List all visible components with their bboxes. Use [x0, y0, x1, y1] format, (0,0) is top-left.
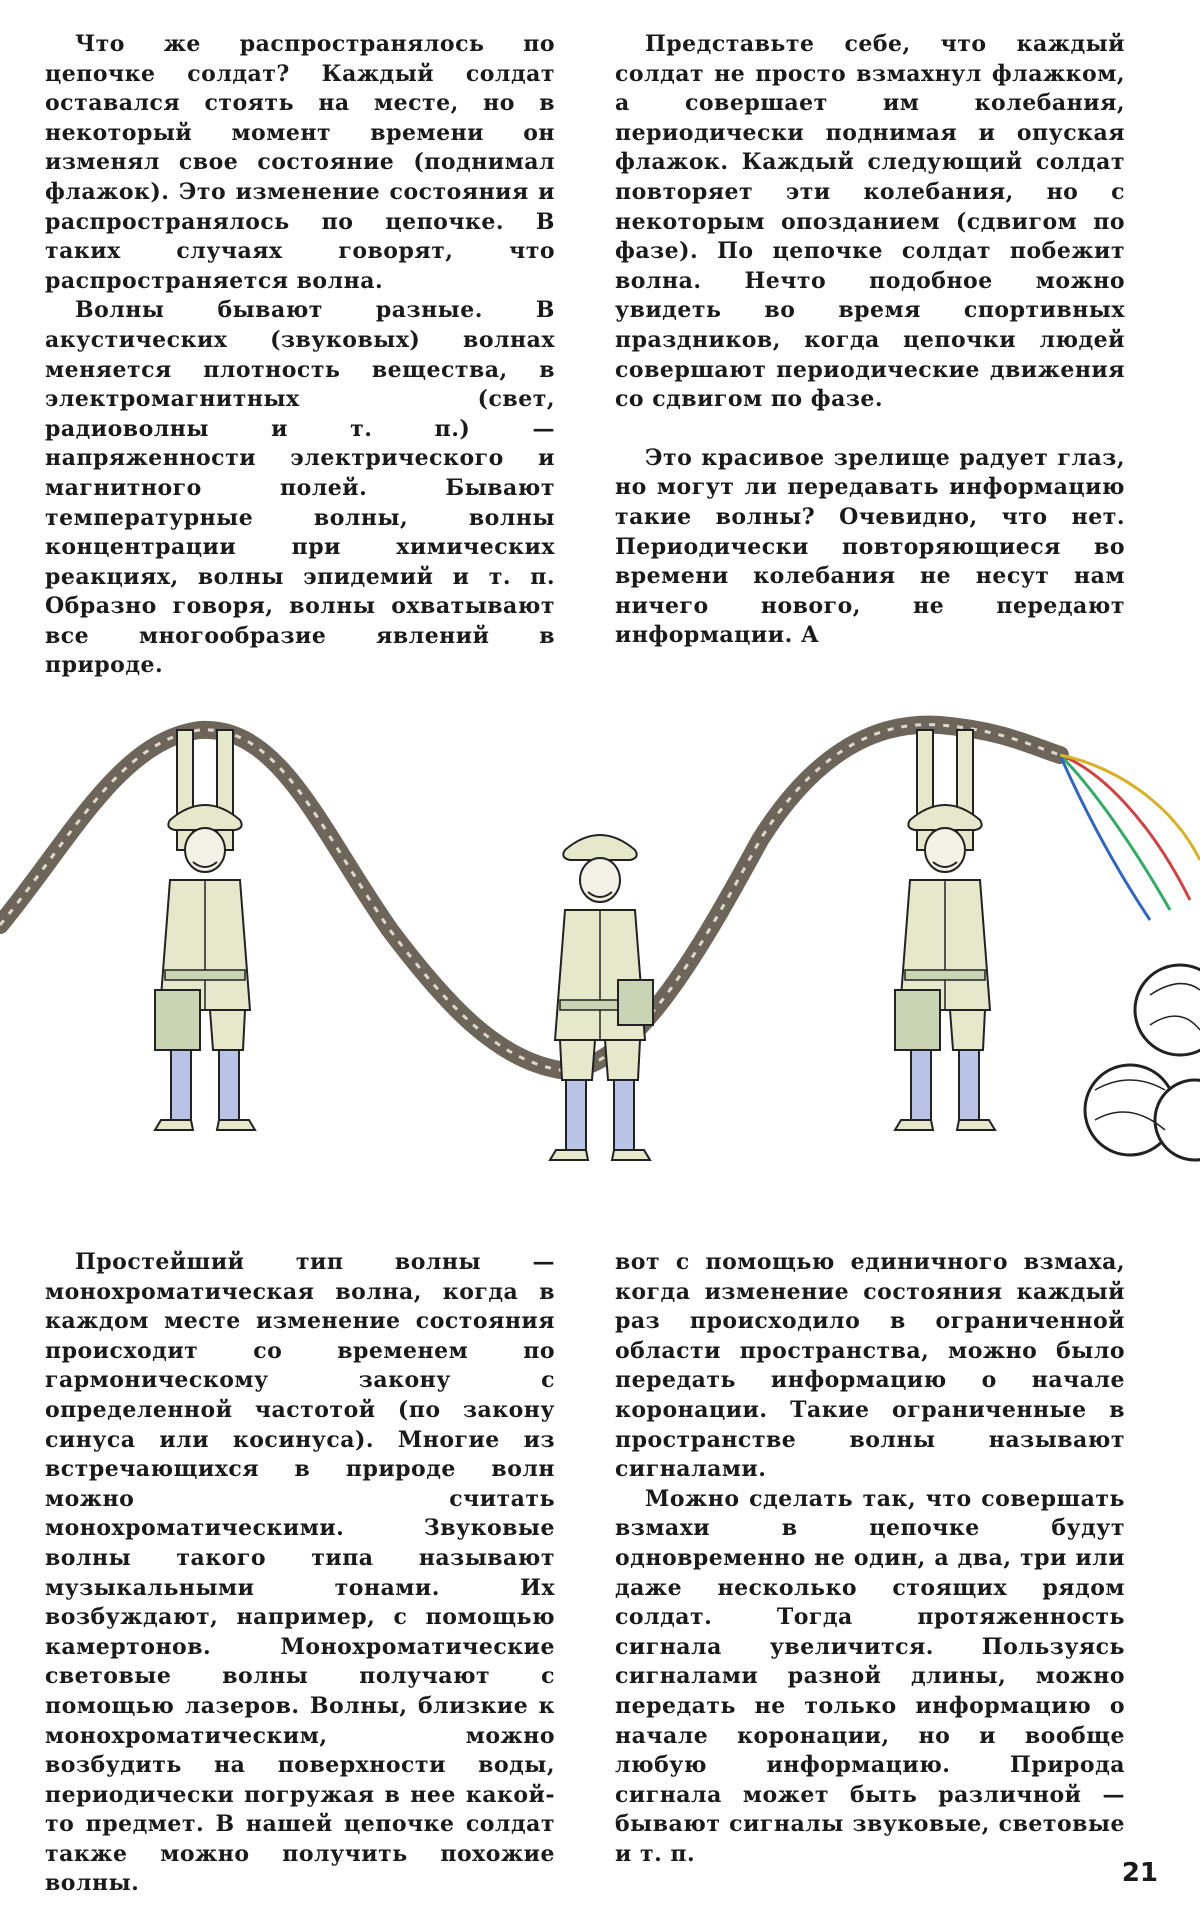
soldier-left — [155, 730, 255, 1130]
paragraph: Можно сделать так, что совершать взмахи в цепочке будут одновременно не один, а два, три или даже несколько стоящих рядом солдат. Тогда протяженность сигнала увеличится. Пользуясь сигналами разной длины, можно передать не только информацию о начале коронации, но и вообще любую информацию. Природа сигнала может быть различной — бывают сигналы звуковые, световые и т. п. — [615, 1485, 1125, 1867]
text-column-top-left — [45, 30, 555, 681]
paragraph: Волны бывают разные. В акустических (звуковых) волнах меняется плотность вещества, в электромагнитных (свет, радиоволны и т. п.) — напряженности электрического и магнитного полей. Бывают температурные волны, волны концентрации при химических реакциях, волны эпидемий и т. п. Образно говоря, волны охватывают все многообразие явлений в природе. — [45, 297, 555, 679]
soldier-right — [895, 730, 995, 1130]
text-column-bottom-left — [45, 1248, 555, 1899]
paragraph: Это красивое зрелище радует глаз, но могут ли передавать информацию такие волны? Очевидно, что нет. Периодически повторяющиеся во времени колебания не несут нам ничего нового, не передают информации. А — [615, 444, 1125, 649]
page-number: 21 — [1121, 1858, 1158, 1888]
paragraph: Представьте себе, что каждый солдат не просто взмахнул флажком, а совершает им колебания, периодически поднимая и опуская флажок. Каждый следующий солдат повторяет эти колебания, но с некоторым опозданием (сдвигом по фазе). По цепочке солдат побежит волна. Нечто подобное можно увидеть во время спортивных праздников, когда цепочки людей совершают периодические движения со сдвигом по фазе. — [615, 31, 1125, 413]
paragraph: вот с помощью единичного взмаха, когда изменение состояния каждый раз происходило в ограниченной области пространства, можно было передать информацию о начале коронации. Такие ограниченные в пространстве волны называют сигналами. — [615, 1249, 1125, 1483]
soldiers-rope-wave-illustration — [0, 690, 1200, 1200]
paragraph: Простейший тип волны — монохроматическая волна, когда в каждом месте изменение состояния происходит со временем по гармоническому закону с определенной частотой (по закону синуса или косинуса). Многие из встречающихся в природе волн можно считать монохроматическими. Звуковые волны такого типа называют музыкальными тонами. Их возбуждают, например, с помощью камертонов. Монохроматические световые волны получают с помощью лазеров. Волны, близкие к монохроматическим, можно возбудить на поверхности воды, периодически погружая в нее какой-то предмет. В нашей цепочке солдат также можно получить похожие волны. — [45, 1249, 555, 1897]
text-column-bottom-right — [615, 1248, 1125, 1869]
paragraph: Что же распространялось по цепочке солдат? Каждый солдат оставался стоять на месте, но в некоторый момент времени он изменял свое состояние (поднимал флажок). Это изменение состояния и распространялось по цепочке. В таких случаях говорят, что распространяется волна. — [45, 31, 555, 294]
text-column-top-right — [615, 30, 1125, 651]
